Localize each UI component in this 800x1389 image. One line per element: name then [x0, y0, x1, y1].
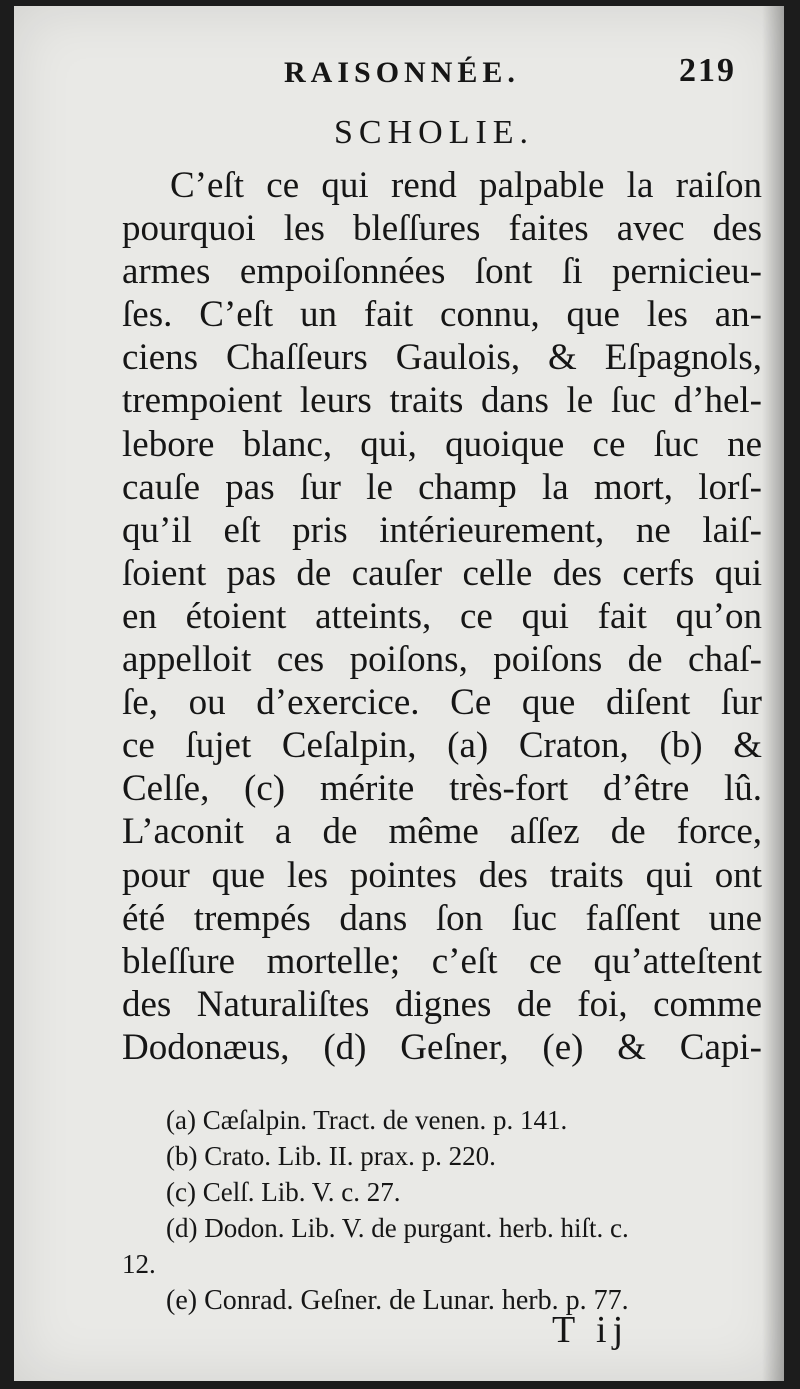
- body-line: trempoient leurs traits dans le ſuc d’hel-: [122, 380, 762, 422]
- body-line: ſes. C’eſt un fait connu, que les an-: [122, 294, 762, 336]
- footnote: [122, 1138, 762, 1174]
- body-line: ſe, ou d’exercice. Ce que diſent ſur: [122, 682, 762, 724]
- footnote-continuation: [122, 1246, 762, 1282]
- body-line: C’eſt ce qui rend palpable la raiſon: [170, 165, 762, 206]
- footnote: [122, 1174, 762, 1210]
- body-line: en étoient atteints, ce qui fait qu’on: [122, 595, 762, 637]
- running-head: RAISONNÉE.: [284, 56, 520, 89]
- footnote-text: 12.: [122, 1249, 156, 1279]
- footnote-text: (a) Cæſalpin. Tract. de venen. p. 141.: [166, 1105, 568, 1135]
- body-line: pour que les pointes des traits qui ont: [122, 854, 762, 896]
- body-line: cauſe pas ſur le champ la mort, lorſ-: [122, 466, 762, 508]
- footnote-text: (d) Dodon. Lib. V. de purgant. herb. hiſt. c.: [166, 1213, 629, 1243]
- body-line: des Naturaliſtes dignes de foi, comme: [122, 983, 762, 1025]
- body-line: qu’il eſt pris intérieurement, ne laiſ-: [122, 509, 762, 551]
- body-line: armes empoiſonnées ſont ſi pernicieu-: [122, 251, 762, 293]
- footnote-text: (e) Conrad. Geſner. de Lunar. herb. p. 77.: [166, 1285, 629, 1316]
- book-page: [14, 6, 784, 1381]
- body-line: L’aconit a de même aſſez de force,: [122, 811, 762, 853]
- body-line: ciens Chaſſeurs Gaulois, & Eſpagnols,: [122, 337, 762, 379]
- page-number: 219: [679, 52, 736, 89]
- page-edge-shadow: [762, 6, 784, 1381]
- footnote-text: (c) Celſ. Lib. V. c. 27.: [166, 1177, 401, 1207]
- body-line: été trempés dans ſon ſuc faſſent une: [122, 897, 762, 939]
- body-line: lebore blanc, qui, quoique ce ſuc ne: [122, 423, 762, 465]
- body-line: pourquoi les bleſſures faites avec des: [122, 208, 762, 250]
- body-line: ſoient pas de cauſer celle des cerfs qui: [122, 552, 762, 594]
- section-heading: SCHOLIE.: [334, 114, 535, 151]
- body-line: Dodonæus, (d) Geſner, (e) & Capi-: [122, 1026, 762, 1068]
- footnote: [122, 1282, 762, 1318]
- footnote: [122, 1102, 762, 1138]
- body-text: [122, 164, 762, 1069]
- footnotes: [122, 1102, 762, 1318]
- body-line: bleſſure mortelle; c’eſt ce qu’atteſtent: [122, 940, 762, 982]
- body-line: appelloit ces poiſons, poiſons de chaſ-: [122, 639, 762, 681]
- body-line: Celſe, (c) mérite très-fort d’être lû.: [122, 768, 762, 810]
- footnote: [122, 1210, 762, 1246]
- footnote-text: (b) Crato. Lib. II. prax. p. 220.: [166, 1141, 496, 1171]
- signature-mark: T ij: [552, 1309, 630, 1351]
- body-line: ce ſujet Ceſalpin, (a) Craton, (b) &: [122, 725, 762, 767]
